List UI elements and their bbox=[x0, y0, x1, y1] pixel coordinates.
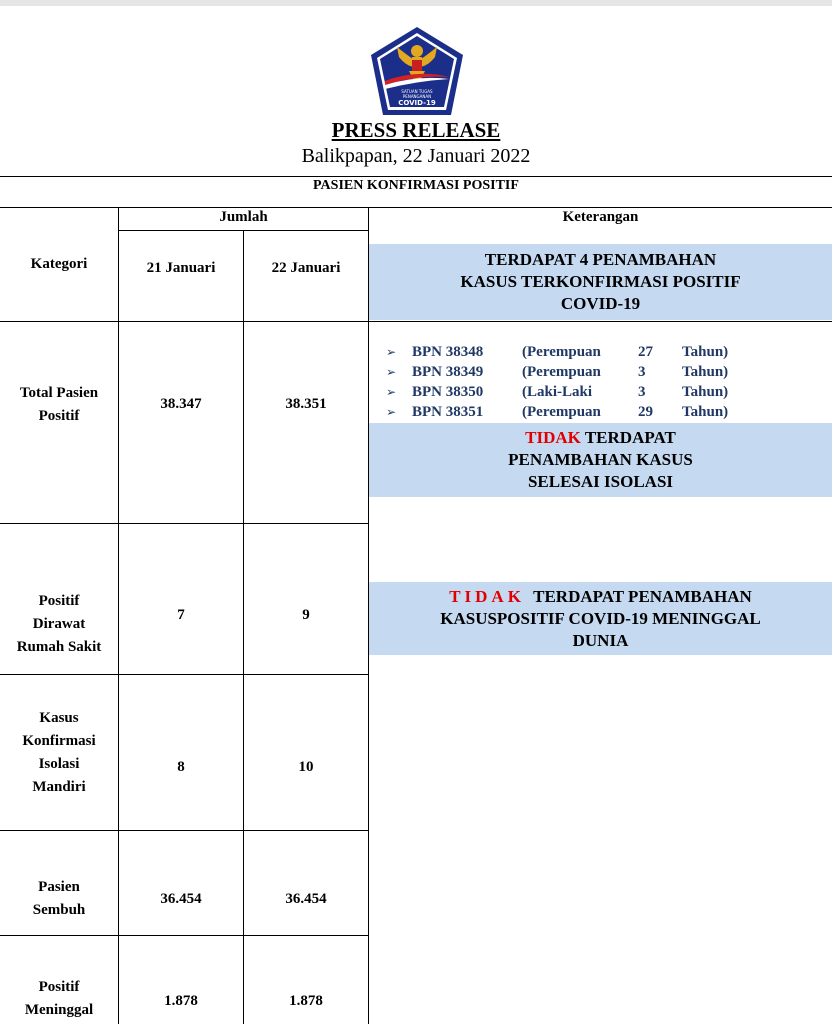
top-bar bbox=[0, 0, 832, 6]
value-cell: 36.454 bbox=[285, 890, 327, 907]
logo-text-3: COVID-19 bbox=[398, 99, 436, 107]
highlight-red-text: TIDAK bbox=[525, 428, 581, 447]
case-gender: (Perempuan bbox=[522, 364, 601, 380]
location-date: Balikpapan, 22 Januari 2022 bbox=[301, 145, 531, 167]
kategori-line: Total Pasien bbox=[19, 384, 99, 401]
kategori-line: Positif bbox=[38, 407, 80, 424]
note-text: TERDAPAT PENAMBAHAN bbox=[524, 586, 752, 606]
highlight-red-text: TIDAK bbox=[449, 586, 525, 606]
rule-row2 bbox=[0, 523, 368, 524]
value-cell: 1.878 bbox=[164, 992, 198, 1009]
arrow-bullet-icon: ➢ bbox=[386, 405, 397, 419]
case-id: BPN 38348 bbox=[412, 344, 484, 360]
case-unit: Tahun) bbox=[682, 344, 729, 360]
value-cell: 9 bbox=[302, 606, 310, 623]
kategori-positif-meninggal bbox=[0, 976, 118, 1024]
note-line: SELESAI ISOLASI bbox=[527, 472, 674, 491]
case-gender: (Perempuan bbox=[522, 344, 601, 360]
value-cell: 8 bbox=[177, 758, 185, 775]
press-release-title: PRESS RELEASE bbox=[331, 118, 501, 142]
case-age: 29 bbox=[638, 404, 653, 420]
kategori-pasien-sembuh bbox=[0, 831, 118, 967]
header-date-21: 21 Januari bbox=[146, 259, 216, 276]
kategori-line: Positif bbox=[38, 592, 80, 609]
kategori-line: Isolasi bbox=[38, 755, 80, 772]
kategori-isolasi-mandiri bbox=[0, 675, 118, 830]
rule-top bbox=[0, 176, 832, 177]
case-unit: Tahun) bbox=[682, 364, 729, 380]
kategori-line: Dirawat bbox=[32, 615, 86, 632]
kategori-line: Pasien bbox=[38, 879, 80, 895]
value-cell: 10 bbox=[298, 758, 314, 775]
value-cell: 7 bbox=[177, 606, 185, 623]
kategori-line: Konfirmasi bbox=[22, 732, 96, 749]
arrow-bullet-icon: ➢ bbox=[386, 385, 397, 399]
header-kategori: Kategori bbox=[30, 255, 88, 272]
list-item bbox=[386, 402, 832, 422]
satgas-covid19-logo bbox=[369, 25, 465, 117]
list-item bbox=[386, 382, 832, 402]
kategori-total-pasien-positif bbox=[0, 322, 118, 487]
note-penambahan-kasus bbox=[369, 244, 832, 320]
value-cell: 36.454 bbox=[160, 890, 202, 907]
list-item bbox=[386, 362, 832, 382]
value-cell: 38.347 bbox=[160, 396, 202, 412]
case-age: 3 bbox=[638, 384, 646, 400]
note-selesai-isolasi bbox=[369, 423, 832, 497]
kategori-line: Meninggal bbox=[24, 1002, 94, 1018]
header-jumlah: Jumlah bbox=[219, 209, 268, 225]
note-line: TERDAPAT 4 PENAMBAHAN bbox=[484, 250, 717, 269]
note-text: TERDAPAT bbox=[580, 428, 676, 447]
case-unit: Tahun) bbox=[682, 404, 729, 420]
case-gender: (Laki-Laki bbox=[522, 384, 593, 400]
logo-text-4: KOTA BALIKPAPAN bbox=[401, 107, 433, 111]
note-meninggal-dunia bbox=[369, 582, 832, 655]
arrow-bullet-icon: ➢ bbox=[386, 345, 397, 359]
case-age: 27 bbox=[638, 344, 653, 360]
case-id: BPN 38351 bbox=[412, 404, 484, 420]
note-line: DUNIA bbox=[572, 630, 629, 650]
header-keterangan: Keterangan bbox=[562, 209, 639, 225]
note-line bbox=[525, 427, 676, 449]
case-id: BPN 38349 bbox=[412, 364, 484, 380]
kategori-line: Mandiri bbox=[32, 778, 86, 795]
logo-text-2: PENANGANAN bbox=[402, 94, 432, 99]
case-age: 3 bbox=[638, 364, 646, 380]
kategori-line: Sembuh bbox=[32, 902, 86, 918]
kategori-line: Positif bbox=[38, 979, 80, 995]
note-line: PENAMBAHAN KASUS bbox=[508, 450, 693, 469]
list-item bbox=[386, 342, 832, 362]
kategori-positif-dirawat bbox=[0, 586, 118, 662]
note-line: KASUSPOSITIF COVID-19 MENINGGAL bbox=[440, 608, 761, 628]
kategori-line: Rumah Sakit bbox=[16, 638, 102, 655]
note-line: KASUS TERKONFIRMASI POSITIF bbox=[460, 272, 741, 291]
case-id: BPN 38350 bbox=[412, 384, 484, 400]
value-cell: 38.351 bbox=[285, 396, 327, 412]
note-line: COVID-19 bbox=[560, 294, 641, 313]
arrow-bullet-icon: ➢ bbox=[386, 365, 397, 379]
rule-table-top bbox=[0, 207, 832, 208]
kategori-line: Kasus bbox=[39, 709, 79, 726]
note-line bbox=[449, 586, 752, 608]
new-case-list bbox=[386, 342, 832, 422]
section-title: PASIEN KONFIRMASI POSITIF bbox=[313, 178, 519, 193]
logo-text-1: SATUAN TUGAS bbox=[401, 89, 433, 94]
case-gender: (Perempuan bbox=[522, 404, 601, 420]
value-cell: 1.878 bbox=[289, 992, 323, 1009]
header-date-22: 22 Januari bbox=[271, 259, 341, 276]
case-unit: Tahun) bbox=[682, 384, 729, 400]
